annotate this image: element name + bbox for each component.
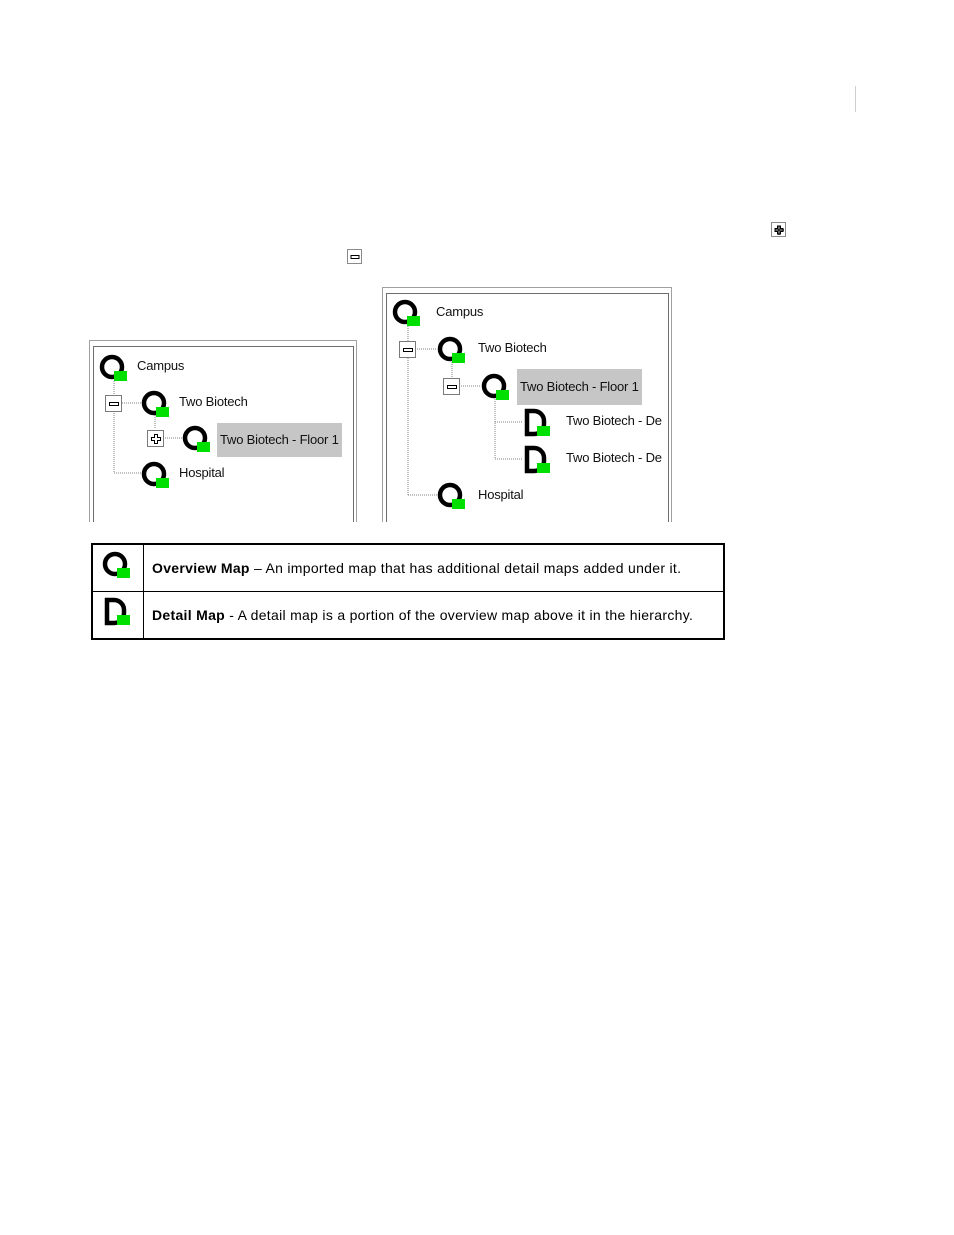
- legend-text: [144, 544, 725, 592]
- legend-term: Detail Map: [152, 607, 226, 623]
- legend-row-overview: [92, 544, 724, 592]
- detail-map-icon: [102, 597, 134, 629]
- tree-node-label-selected: Two Biotech - Floor 1: [217, 423, 342, 457]
- tree-panel-expanded: [382, 287, 672, 522]
- legend-description: – An imported map that has additional detail maps added under it.: [249, 560, 682, 576]
- overview-map-icon: [392, 298, 424, 330]
- legend-icon-cell: [92, 544, 144, 592]
- overview-map-icon: [437, 481, 469, 513]
- expand-icon: [771, 222, 786, 237]
- tree-panel-collapsed: [89, 340, 357, 522]
- expand-toggle[interactable]: [147, 430, 164, 447]
- overview-map-icon: [99, 353, 131, 385]
- collapse-toggle[interactable]: [399, 341, 416, 358]
- overview-map-icon: [437, 335, 469, 367]
- tree-node-label: Two Biotech - De: [566, 413, 662, 428]
- detail-map-icon: [522, 408, 554, 440]
- tree-node-label: Hospital: [478, 487, 524, 502]
- tree-node-label: Two Biotech: [478, 340, 547, 355]
- overview-map-icon: [102, 550, 134, 582]
- detail-map-icon: [522, 445, 554, 477]
- overview-map-icon: [141, 389, 173, 421]
- tree-node-label: Two Biotech - De: [566, 450, 662, 465]
- collapse-icon: [347, 249, 362, 264]
- collapse-toggle[interactable]: [105, 395, 122, 412]
- overview-map-icon: [182, 424, 214, 456]
- collapse-toggle[interactable]: [443, 378, 460, 395]
- legend-row-detail: [92, 592, 724, 640]
- tree-node-label: Campus: [436, 304, 484, 319]
- tree-node-label: Hospital: [179, 465, 225, 480]
- overview-map-icon: [141, 460, 173, 492]
- legend-description: - A detail map is a portion of the overview map above it in the hierarchy.: [225, 607, 694, 623]
- legend-term: Overview Map: [152, 560, 250, 576]
- overview-map-icon: [481, 372, 513, 404]
- legend-text: [144, 592, 725, 640]
- map-type-legend: [91, 543, 725, 640]
- tree-node-label: Campus: [137, 358, 185, 373]
- tree-node-label-selected: Two Biotech - Floor 1: [517, 369, 642, 405]
- tree-node-label: Two Biotech: [179, 394, 248, 409]
- header-rule: [855, 86, 856, 112]
- legend-icon-cell: [92, 592, 144, 640]
